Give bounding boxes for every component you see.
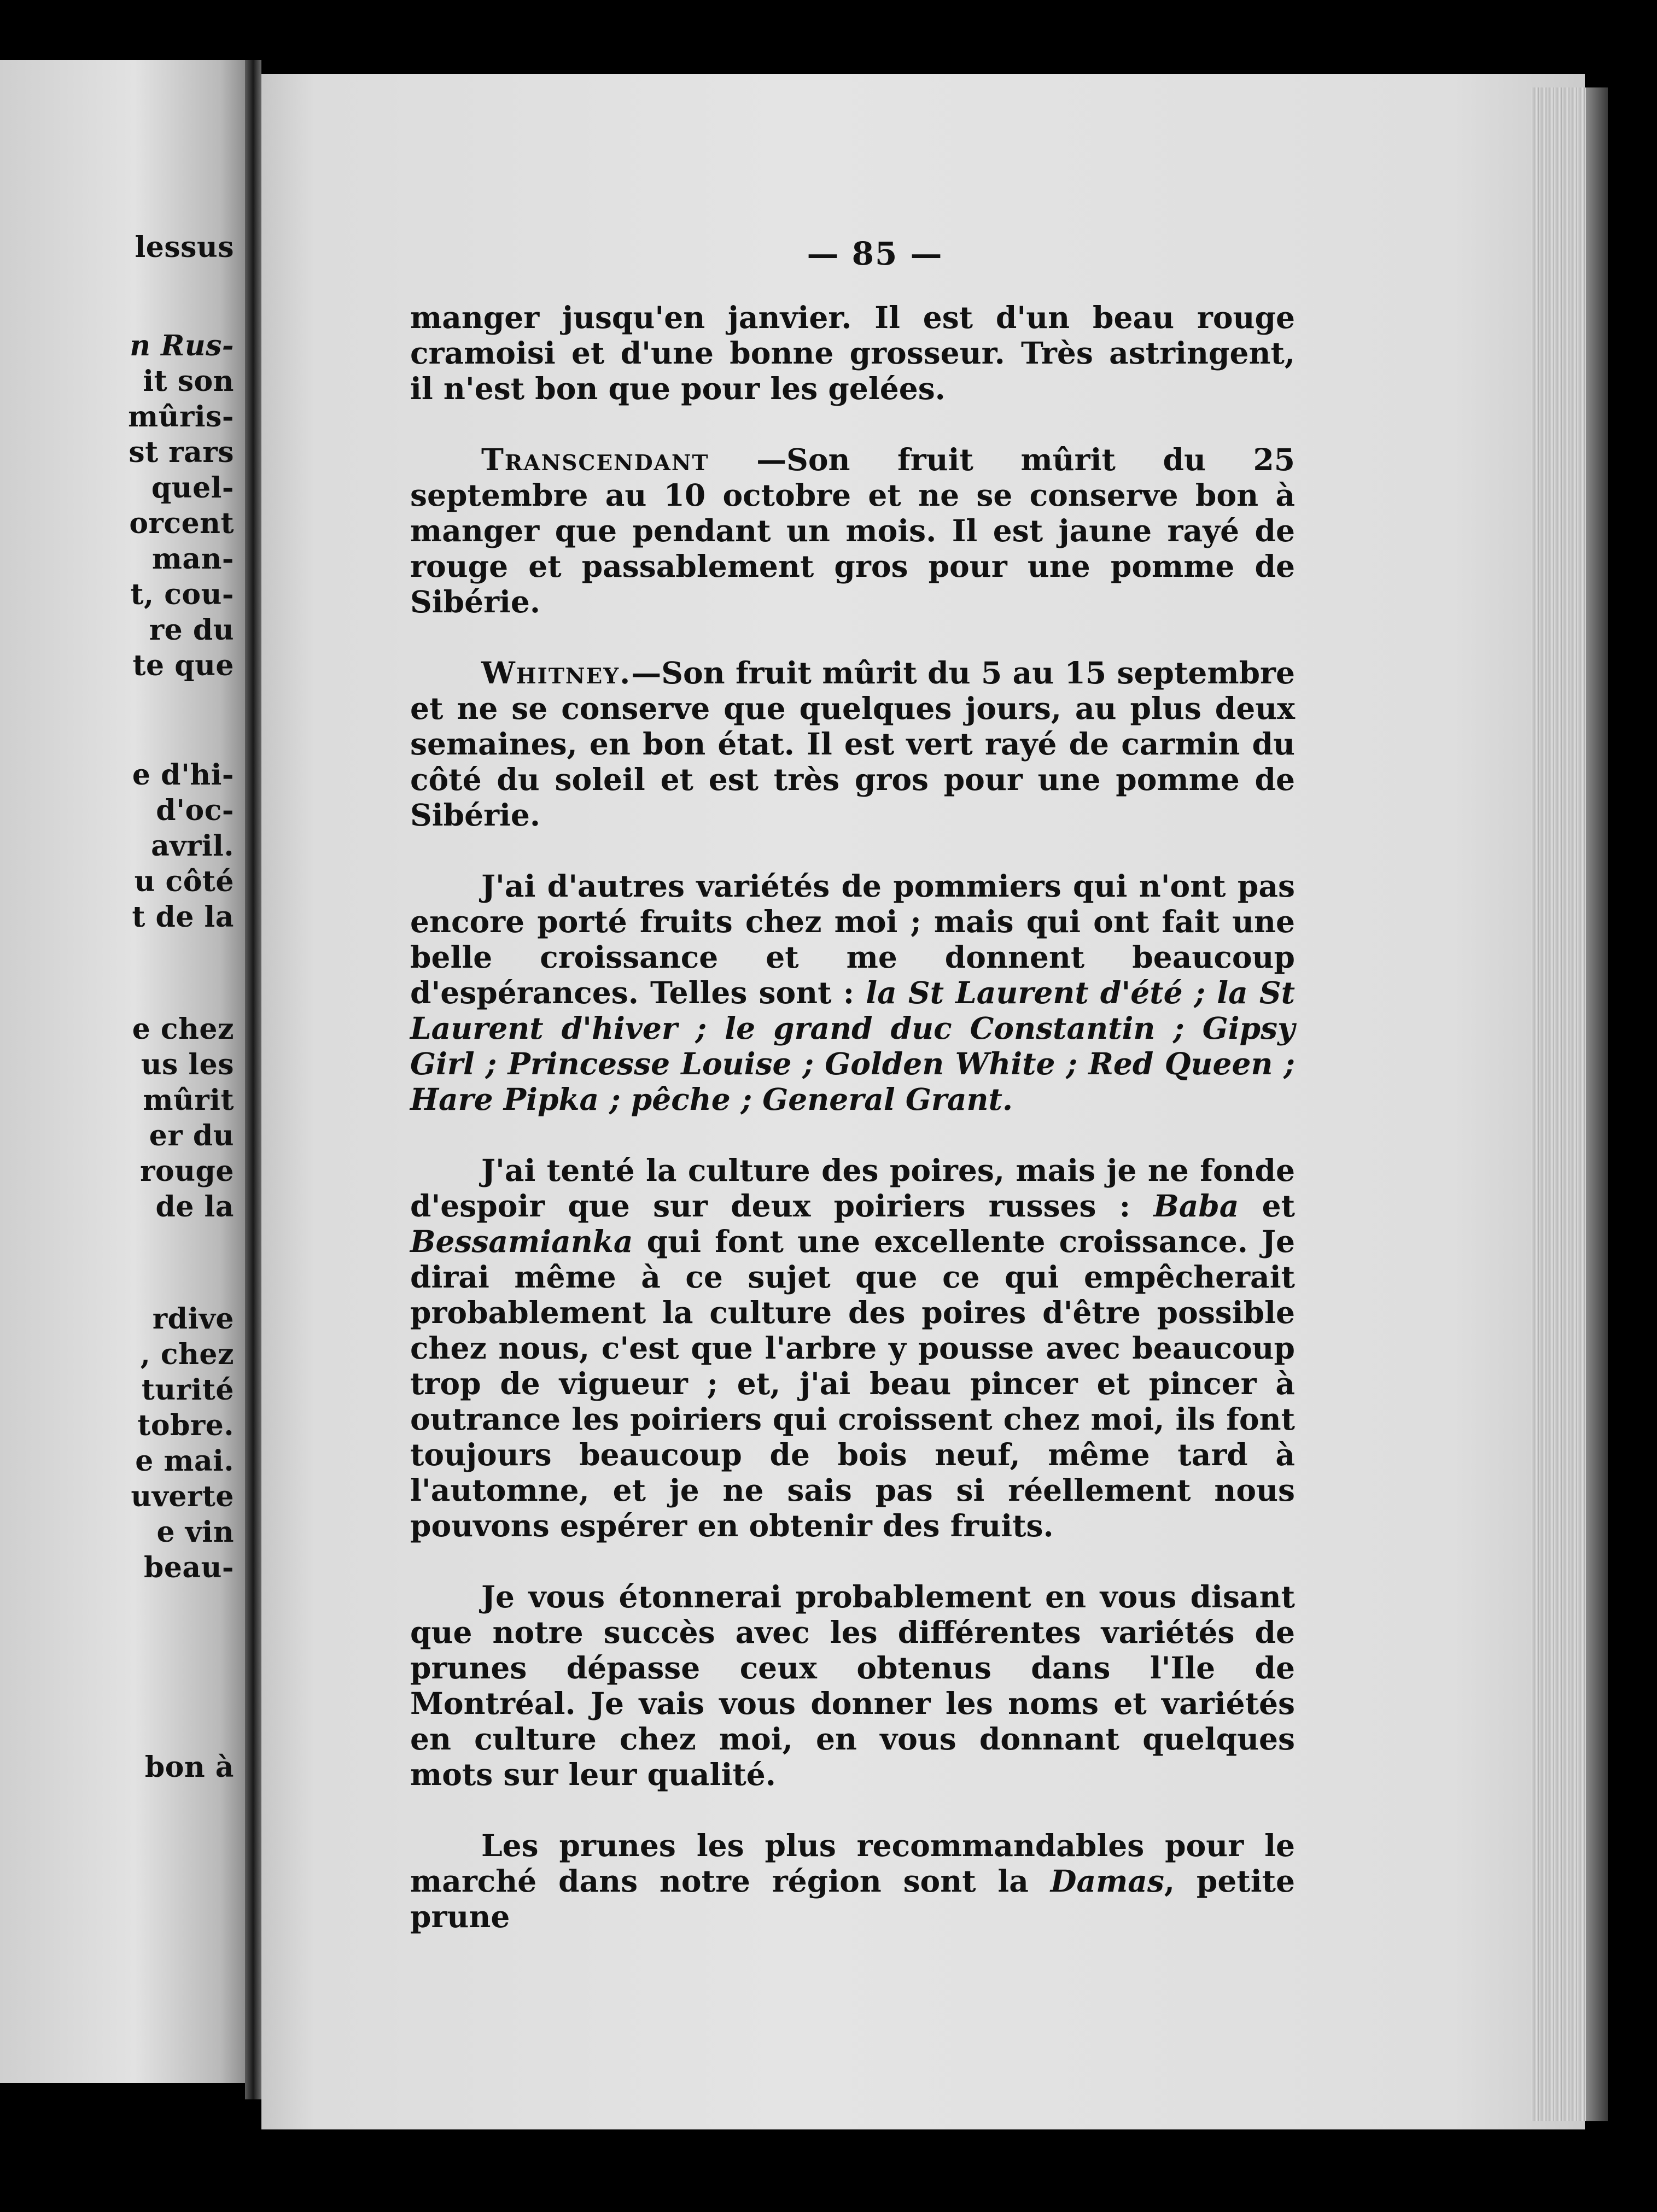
previous-page-line: bon à [144, 1751, 234, 1784]
previous-page-line: st rars [129, 436, 234, 469]
previous-page-line: e d'hi- [132, 758, 234, 792]
variety-list: la St Laurent d'été ; la St Laurent d'hiver ; le grand duc Constantin ; Gipsy Girl ; Princesse Louise ; Golden White ; Red Queen ; Hare Pipka ; pêche ; General Grant. [410, 975, 1295, 1117]
paragraph-pears-text: qui font une excellente croissance. Je dirai même à ce sujet que ce qui empêcherait probablement la culture des poires d'être possible chez nous, c'est que l'arbre y pousse avec beaucoup trop de vigueur ; et, j'ai beau pincer et pincer à outrance les poiriers qui croissent chez moi, ils font toujours beaucoup de bois neuf, même tard à l'automne, et je ne sais pas si réellement nous pouvons espérer en obtenir des fruits. [410, 1224, 1295, 1543]
paragraph-plums-market-text: Les prunes les plus recommandables pour le marché dans notre région sont la [410, 1828, 1295, 1899]
variety-name-transcendant: Transcendant [481, 442, 709, 477]
page-number: — 85 — [807, 235, 943, 272]
paragraph-transcendant-text: —Son fruit mûrit du 25 septembre au 10 octobre et ne se conserve bon à manger que pendant un mois. Il est jaune rayé de rouge et passablement gros pour une pomme de Sibérie. [410, 442, 1295, 619]
previous-page-line: rdive [152, 1302, 234, 1336]
previous-page-line: d'oc- [156, 794, 234, 827]
previous-page-line: mûris- [128, 400, 234, 434]
previous-page-line: , chez [140, 1338, 234, 1371]
paragraph-plums-market [410, 1828, 1295, 1934]
previous-page-line: e chez [132, 1013, 234, 1046]
previous-page-line: it son [143, 365, 234, 398]
pear-name-baba: Baba [1153, 1188, 1239, 1224]
plum-name-damas: Damas [1050, 1863, 1164, 1899]
previous-page-line: e vin [156, 1515, 234, 1549]
paragraph-other-varieties-text: J'ai d'autres variétés de pommiers qui n'ont pas encore porté fruits chez moi ; mais qui ont fait une belle croissance et me donnent beaucoup d'espérances. Telles sont : [410, 868, 1295, 1010]
previous-page-line: e mai. [135, 1444, 234, 1478]
page-body [410, 300, 1295, 1934]
paragraph-whitney [410, 655, 1295, 833]
previous-page-line: n Rus- [130, 329, 234, 362]
paragraph-whitney-text: —Son fruit mûrit du 5 au 15 septembre et ne se conserve que quelques jours, au plus deux semaines, en bon état. Il est vert rayé de carmin du côté du soleil et est très gros pour une pomme de Sibérie. [410, 655, 1295, 833]
previous-page-line: quel- [151, 471, 234, 505]
previous-page-line: er du [149, 1119, 234, 1152]
previous-page [0, 60, 245, 2083]
previous-page-line: te que [132, 649, 234, 682]
previous-page-line: uverte [131, 1480, 234, 1513]
paragraph-pears-and: et [1239, 1188, 1296, 1224]
previous-page-line: avril. [151, 829, 234, 863]
previous-page-line: tobre. [137, 1409, 234, 1442]
page-edge-shadow [1586, 87, 1608, 2121]
previous-page-line: lessus [135, 231, 234, 264]
paragraph-pears-intro: J'ai tenté la culture des poires, mais je ne fonde d'espoir que sur deux poiriers russes : [410, 1152, 1295, 1224]
previous-page-line: t de la [132, 900, 234, 934]
paragraph-plums-intro: Je vous étonnerai probablement en vous disant que notre succès avec les différentes variétés de prunes dépasse ceux obtenus dans l'Ile de Montréal. Je vais vous donner les noms et variétés en culture chez moi, en vous donnant quelques mots sur leur qualité. [410, 1579, 1295, 1792]
pear-name-bessamianka: Bessamianka [410, 1224, 633, 1259]
paragraph-transcendant [410, 442, 1295, 619]
book-gutter [245, 60, 261, 2099]
previous-page-line: man- [151, 542, 234, 576]
previous-page-line: turité [141, 1373, 234, 1407]
previous-page-line: t, cou- [130, 578, 234, 611]
previous-page-line: orcent [129, 507, 234, 540]
variety-name-whitney: Whitney. [481, 655, 632, 690]
previous-page-line: u côté [134, 865, 234, 898]
paragraph-plums-market-end: , petite prune [410, 1863, 1296, 1934]
previous-page-line: de la [155, 1190, 234, 1224]
previous-page-line: mûrit [143, 1084, 234, 1117]
previous-page-line: rouge [140, 1155, 234, 1188]
paragraph-other-varieties [410, 868, 1295, 1117]
previous-page-line: re du [149, 613, 234, 647]
paragraph-continuation: manger jusqu'en janvier. Il est d'un beau rouge cramoisi et d'une bonne grosseur. Très astringent, il n'est bon que pour les gelées. [410, 300, 1295, 406]
previous-page-line: beau- [143, 1551, 234, 1584]
paragraph-pears [410, 1152, 1295, 1543]
previous-page-line: us les [141, 1048, 234, 1081]
